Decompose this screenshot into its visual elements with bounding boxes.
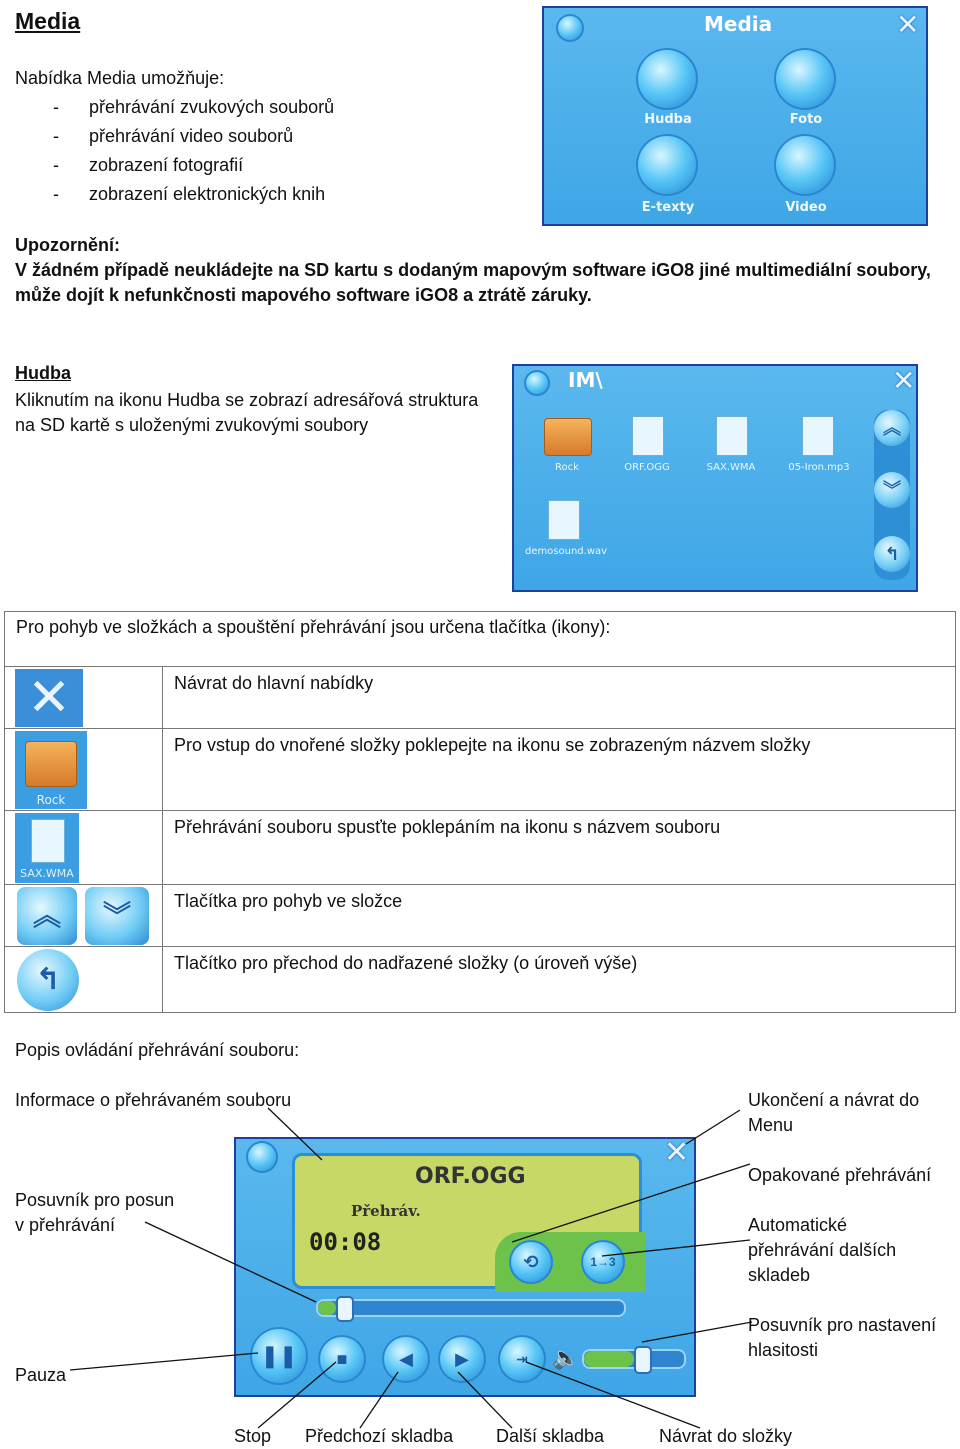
playback-state: Přehráv. [351, 1202, 421, 1220]
item-label: 05-Iron.mp3 [788, 462, 850, 473]
file-name: ORF.OGG [415, 1164, 526, 1189]
folder-up-icon[interactable]: ↰ [874, 536, 910, 572]
previous-button[interactable]: ◀ [382, 1335, 430, 1383]
scroll-up-icon: ︽ [17, 887, 77, 945]
back-to-folder-button[interactable]: ⇥ [498, 1335, 546, 1383]
annotation-line: v přehrávání [15, 1215, 116, 1235]
folder-up-icon: ↰ [17, 949, 79, 1011]
pointer-line [512, 1164, 750, 1242]
folder-label: Rock [36, 793, 66, 807]
speaker-icon: 🔈 [552, 1345, 580, 1370]
list-item-text: přehrávání zvukových souborů [89, 97, 335, 117]
annotation-stop: Stop [234, 1426, 272, 1446]
pointer-line [686, 1110, 740, 1144]
pointer-line [602, 1240, 750, 1256]
item-label: ORF.OGG [624, 462, 670, 473]
scroll-down-icon: ︾ [85, 887, 149, 945]
annotation-line: Ukončení a návrat do [748, 1090, 920, 1110]
annotation-file-info: Informace o přehrávaném souboru [15, 1090, 292, 1110]
dash: - [53, 184, 59, 204]
item-label: demosound.wav [524, 546, 608, 557]
warning-heading: Upozornění: [15, 235, 120, 255]
hudba-heading: Hudba [15, 363, 71, 383]
warning-line: může dojít k nefunkčnosti mapového software iGO8 a ztrátě záruky. [15, 285, 592, 305]
pointer-line [642, 1322, 752, 1342]
tile-etexty-label: E-texty [641, 200, 695, 215]
next-button[interactable]: ▶ [438, 1335, 486, 1383]
close-icon[interactable]: ✕ [664, 1136, 690, 1169]
tile-foto-label: Foto [789, 112, 823, 127]
annotation-repeat: Opakované přehrávání [748, 1165, 932, 1185]
annotation-back: Návrat do složky [659, 1426, 793, 1446]
stop-button[interactable]: ■ [318, 1335, 366, 1383]
auto-next-icon[interactable]: 1→3 [581, 1240, 625, 1284]
list-item-text: zobrazení elektronických knih [89, 184, 326, 204]
annotation-line: Posuvník pro nastavení [748, 1315, 937, 1335]
pointer-line [268, 1108, 322, 1160]
path-label: IM\ [568, 368, 603, 392]
annotation-line: skladeb [748, 1265, 811, 1285]
repeat-icon[interactable]: ⟲ [509, 1240, 553, 1284]
item-label: SAX.WMA [706, 462, 756, 473]
scroll-up-icon[interactable]: ︽ [874, 410, 910, 446]
pointer-line [526, 1362, 700, 1428]
legend-text: Návrat do hlavní nabídky [163, 667, 956, 729]
item-label: Rock [555, 462, 579, 473]
pointer-line [70, 1353, 258, 1370]
pointer-line [258, 1362, 336, 1428]
annotation-line: Menu [748, 1115, 794, 1135]
warning-line: V žádném případě neukládejte na SD kartu s dodaným mapovým software iGO8 jiné multimediální soubory, [15, 260, 931, 280]
elapsed-time: 00:08 [309, 1228, 382, 1256]
close-icon[interactable]: ✕ [892, 365, 916, 396]
controls-heading: Popis ovládání přehrávání souboru: [15, 1040, 300, 1060]
pointer-line [360, 1372, 398, 1428]
file-label: SAX.WMA [20, 867, 74, 880]
dash: - [53, 126, 59, 146]
pointer-line [458, 1372, 512, 1428]
dash: - [53, 97, 59, 117]
legend-text: Pro vstup do vnořené složky poklepejte na ikonu se zobrazeným názvem složky [163, 729, 956, 811]
dash: - [53, 155, 59, 175]
legend-text: Tlačítko pro přechod do nadřazené složky (o úroveň výše) [163, 947, 956, 1013]
tile-hudba-label: Hudba [644, 112, 692, 127]
annotation-line: hlasitosti [748, 1340, 819, 1360]
pause-button[interactable]: ❚❚ [250, 1327, 308, 1385]
close-icon: ✕ [15, 669, 83, 727]
media-screen-title: Media [704, 12, 773, 36]
annotation-line: Posuvník pro posun [15, 1190, 175, 1210]
annotation-next: Další skladba [496, 1426, 605, 1446]
scroll-down-icon[interactable]: ︾ [874, 472, 910, 508]
hudba-text: Kliknutím na ikonu Hudba se zobrazí adresářová struktura na SD kartě s uloženými zvukovými soubory [15, 390, 479, 435]
page-title: Media [15, 8, 81, 34]
list-item-text: zobrazení fotografií [89, 155, 244, 175]
annotation-pause: Pauza [15, 1365, 67, 1385]
close-icon[interactable]: ✕ [896, 9, 920, 40]
tile-video-label: Video [785, 200, 827, 215]
legend-text: Přehrávání souboru spusťte poklepáním na ikonu s názvem souboru [163, 811, 956, 885]
annotation-line: Automatické [748, 1215, 848, 1235]
annotation-prev: Předchozí skladba [305, 1426, 454, 1446]
list-item-text: přehrávání video souborů [89, 126, 294, 146]
intro-heading: Nabídka Media umožňuje: [15, 68, 225, 88]
legend-header: Pro pohyb ve složkách a spouštění přehrávání jsou určena tlačítka (ikony): [5, 612, 956, 667]
pointer-line [145, 1222, 316, 1302]
annotation-line: přehrávání dalších [748, 1240, 897, 1260]
legend-text: Tlačítka pro pohyb ve složce [163, 885, 956, 947]
